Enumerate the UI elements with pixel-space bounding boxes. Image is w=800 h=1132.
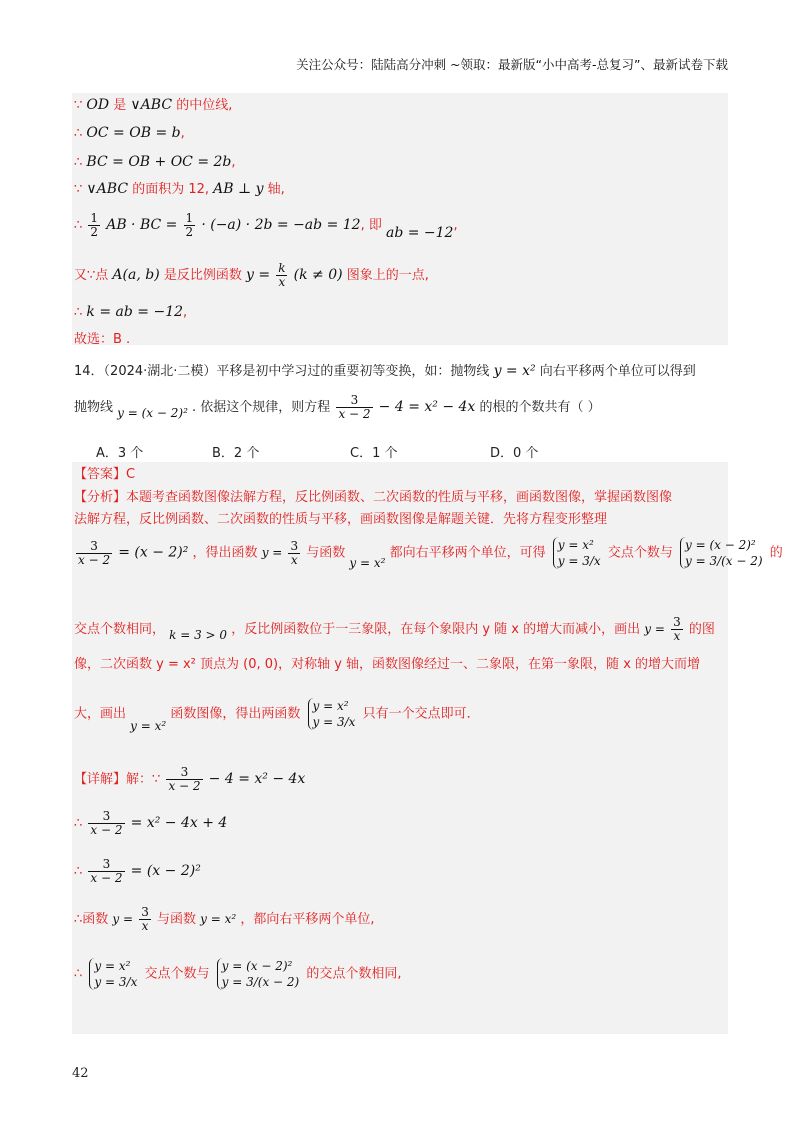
step-line-3: ∴ BC = OB + OC = 2b, (74, 154, 236, 170)
step-line-4: ∵ ∨ABC 的面积为 12, AB ⊥ y 轴, (74, 181, 285, 197)
question-line-1: 14．（2024·湖北·二模）平移是初中学习过的重要初等变换，如：抛物线 y = x² 向右平移两个单位可以得到 (74, 363, 696, 379)
step-line-7: ∴ k = ab = −12, (74, 304, 188, 320)
question-source: （2024·湖北·二模） (103, 364, 217, 379)
analysis-line-1: 【分析】本题考查函数图像法解方程，反比例函数、二次函数的性质与平移，画函数图像，掌握函数图像 (74, 490, 673, 505)
answer-label: 【答案】C (74, 467, 136, 482)
detail-line-3: ∴ $\frac{3}{x - 2}$ = (x − 2)² (74, 857, 201, 885)
analysis-line-3: $\frac{3}{x - 2}$ = (x − 2)² ，得出函数 y = $\frac{3}{x}$ 与函数 y = x² 都向右平移两个单位，可得 y = x² y = 3/x 交点个数与 y = (x − 2)² y = 3/(x − 2) 的 (78, 538, 783, 570)
analysis-line-6: 大，画出 y = x² 函数图像，得出两函数 y = x² y = 3/x 只有一个交点即可． (74, 699, 480, 733)
detail-line-5: ∴ y = x² y = 3/x 交点个数与 y = (x − 2)² y = 3/(x − 2) 的交点个数相同, (74, 959, 402, 989)
step-line-6: 又∵点 A(a, b) 是反比例函数 y = $\frac{k}{x}$ (k ≠ 0) 图象上的一点, (74, 261, 429, 289)
choice-line: 故选：B . (74, 332, 131, 347)
analysis-line-2: 法解方程，反比例函数、二次函数的性质与平移，画函数图像是解题关键．先将方程变形整理 (74, 512, 608, 527)
option-d: D．0 个 (490, 446, 539, 461)
step-line-5: ∴ $\frac{1}{2}$ AB · BC = $\frac{1}{2}$ · (−a) · 2b = −ab = 12, 即 ab = −12, (74, 211, 458, 241)
detail-line-4: ∴函数 y = $\frac{3}{x}$ 与函数 y = x² ，都向右平移两个单位, (74, 905, 375, 933)
detail-line-1: 【详解】解：∵ $\frac{3}{x - 2}$ − 4 = x² − 4x (74, 765, 306, 793)
option-c: C．1 个 (350, 446, 398, 461)
question-line-2: 抛物线 y = (x − 2)² . 依据这个规律，则方程 $\frac{3}{x - 2}$ − 4 = x² − 4x 的根的个数共有（ ） (74, 393, 601, 421)
step-line-2: ∴ OC = OB = b, (74, 125, 185, 141)
analysis-line-4: 交点个数相同， k = 3 > 0 ，反比例函数位于一三象限，在每个象限内 y 随 x 的增大而减小，画出 y = $\frac{3}{x}$ 的图 (74, 615, 715, 643)
option-b: B．2 个 (212, 446, 260, 461)
page-number: 42 (72, 1066, 89, 1081)
option-a: A．3 个 (96, 446, 144, 461)
question-number: 14． (74, 364, 104, 379)
step-line-1: ∵ OD 是 ∨ABC 的中位线, (74, 97, 233, 113)
page-header: 关注公众号：陆陆高分冲刺 ~领取：最新版“小中高考-总复习”、最新试卷下载 (296, 57, 728, 72)
detail-line-2: ∴ $\frac{3}{x - 2}$ = x² − 4x + 4 (74, 809, 228, 837)
analysis-line-5: 像，二次函数 y = x² 顶点为 (0, 0)，对称轴 y 轴，函数图像经过一、二象限，在第一象限，随 x 的增大而增 (74, 657, 701, 672)
